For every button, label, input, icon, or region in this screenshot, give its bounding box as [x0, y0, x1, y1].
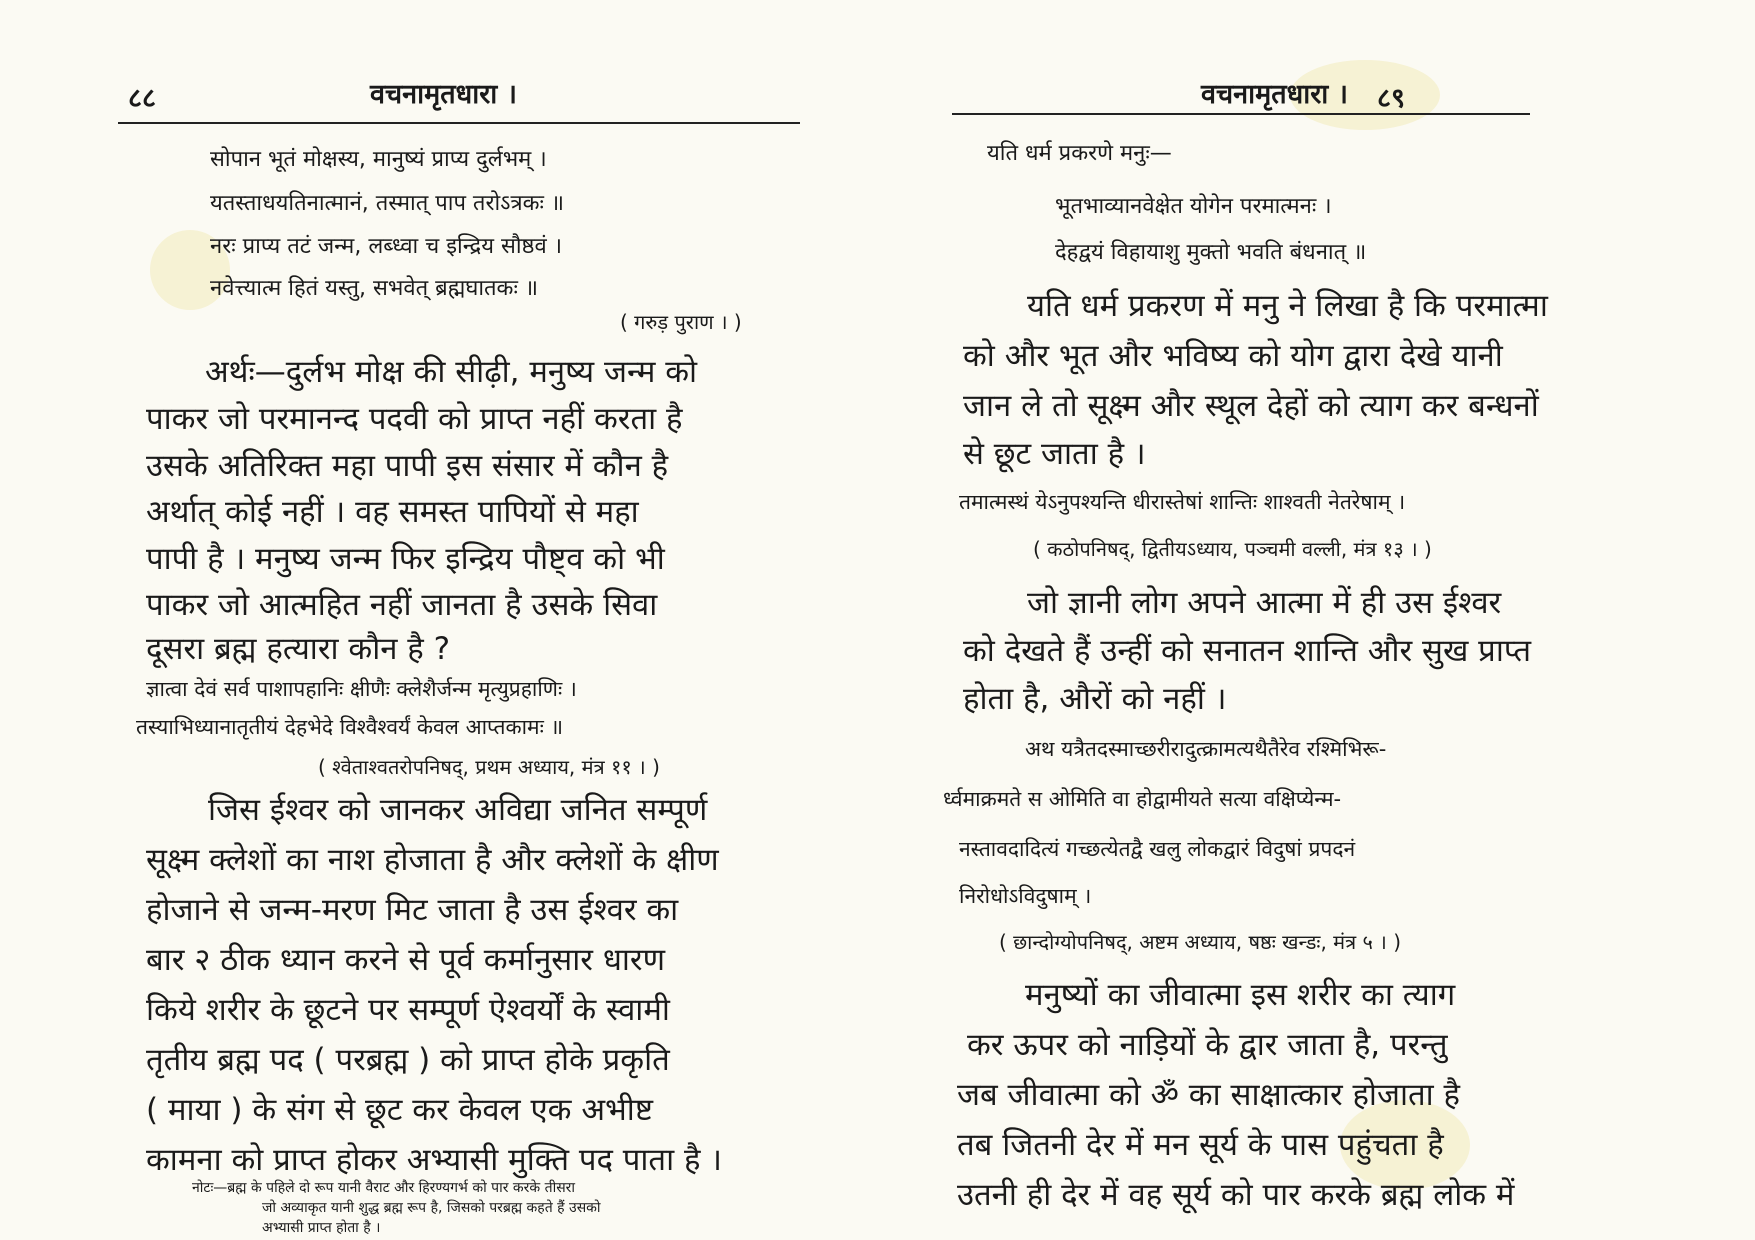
meaning-line: दूसरा ब्रह्म हत्यारा कौन है ? — [146, 631, 451, 667]
verse-line: नवेत्त्यात्म हितं यस्तु, सभवेत् ब्रह्मघातकः ॥ — [210, 276, 539, 301]
meaning-line: यति धर्म प्रकरण में मनु ने लिखा है कि परमात्मा — [1027, 288, 1548, 324]
meaning-line: को देखते हैं उन्हीं को सनातन शान्ति और सुख प्राप्त — [963, 633, 1532, 669]
meaning-line: होता है, औरों को नहीं । — [963, 681, 1227, 717]
verse-citation: ( श्वेताश्वतरोपनिषद्, प्रथम अध्याय, मंत्र ११ । ) — [318, 755, 660, 779]
meaning-line: पापी है । मनुष्य जन्म फिर इन्द्रिय पौष्ट्व को भी — [146, 541, 665, 577]
meaning-line: पाकर जो आत्महित नहीं जानता है उसके सिवा — [146, 587, 658, 623]
paragraph-line: बार २ ठीक ध्यान करने से पूर्व कर्मानुसार धारण — [146, 942, 665, 978]
verse-citation: ( कठोपनिषद्, द्वितीयऽध्याय, पञ्चमी वल्ली, मंत्र १३ । ) — [1033, 537, 1432, 561]
verse-line: ज्ञात्वा देवं सर्व पाशापहानिः क्षीणैः क्लेशैर्जन्म मृत्युप्रहाणिः । — [146, 677, 577, 701]
verse-citation: ( छान्दोग्योपनिषद्, अष्टम अध्याय, षष्ठः खन्डः, मंत्र ५ । ) — [999, 930, 1402, 954]
section-intro: यति धर्म प्रकरणे मनुः— — [987, 141, 1172, 166]
meaning-line: जो ज्ञानी लोग अपने आत्मा में ही उस ईश्वर — [1027, 585, 1502, 621]
footnote-line: जो अव्याकृत यानी शुद्ध ब्रह्म रूप है, जिसको परब्रह्म कहते हैं उसको — [262, 1200, 601, 1216]
meaning-line: पाकर जो परमानन्द पदवी को प्राप्त नहीं करता है — [146, 401, 683, 437]
meaning-line: उसके अतिरिक्त महा पापी इस संसार में कौन है — [146, 448, 669, 484]
verse-line: यतस्ताधयतिनात्मानं, तस्मात् पाप तरोऽत्रकः ॥ — [210, 191, 565, 216]
meaning-line: अर्थः—दुर्लभ मोक्ष की सीढ़ी, मनुष्य जन्म को — [205, 354, 698, 390]
footnote-line: अभ्यासी प्राप्त होता है । — [262, 1220, 381, 1236]
header-rule — [118, 122, 800, 124]
meaning-line: मनुष्यों का जीवात्मा इस शरीर का त्याग — [1025, 977, 1456, 1013]
verse-line: नरः प्राप्य तटं जन्म, लब्ध्वा च इन्द्रिय सौष्ठवं । — [210, 234, 563, 259]
verse-line: सोपान भूतं मोक्षस्य, मानुष्यं प्राप्य दुर्लभम् । — [210, 147, 547, 172]
page-number: ८८ — [128, 83, 157, 114]
paragraph-line: किये शरीर के छूटने पर सम्पूर्ण ऐश्वर्यों के स्वामी — [146, 992, 670, 1028]
meaning-line: जब जीवात्मा को ॐ का साक्षात्कार होजाता है — [957, 1077, 1461, 1113]
paragraph-line: कामना को प्राप्त होकर अभ्यासी मुक्ति पद पाता है । — [146, 1142, 723, 1178]
meaning-line: अर्थात् कोई नहीं । वह समस्त पापियों से महा — [146, 494, 639, 530]
verse-line: तमात्मस्थं येऽनुपश्यन्ति धीरास्तेषां शान्तिः शाश्वती नेतरेषाम् । — [959, 490, 1406, 514]
header-rule — [952, 113, 1530, 115]
running-title: वचनामृतधारा । — [370, 79, 517, 110]
paragraph-line: सूक्ष्म क्लेशों का नाश होजाता है और क्लेशों के क्षीण — [146, 842, 719, 878]
meaning-line: से छूट जाता है । — [963, 436, 1146, 472]
running-title: वचनामृतधारा । — [1201, 79, 1348, 110]
meaning-line: को और भूत और भविष्य को योग द्वारा देखे यानी — [963, 338, 1503, 374]
verse-line: तस्याभिध्यानातृतीयं देहभेदे विश्वैश्वर्यं केवल आप्तकामः ॥ — [136, 715, 564, 739]
verse-line: नस्तावदादित्यं गच्छत्येतद्वै खलु लोकद्वारं विदुषां प्रपदनं — [959, 837, 1356, 861]
meaning-line: तब जितनी देर में मन सूर्य के पास पहुंचता है — [957, 1127, 1444, 1163]
verse-line: देहद्वयं विहायाशु मुक्तो भवति बंधनात् ॥ — [1055, 240, 1367, 265]
verse-citation: ( गरुड़ पुराण । ) — [620, 310, 742, 334]
paragraph-line: ( माया ) के संग से छूट कर केवल एक अभीष्ट — [146, 1092, 653, 1128]
paragraph-line: तृतीय ब्रह्म पद ( परब्रह्म ) को प्राप्त होके प्रकृति — [146, 1042, 670, 1078]
footnote-line: नोटः—ब्रह्म के पहिले दो रूप यानी वैराट और हिरण्यगर्भ को पार करके तीसरा — [192, 1180, 576, 1196]
verse-line: निरोधोऽविदुषाम् । — [959, 884, 1092, 908]
meaning-line: जान ले तो सूक्ष्म और स्थूल देहों को त्याग कर बन्धनों — [963, 388, 1539, 424]
left-page — [0, 0, 877, 1240]
verse-line: भूतभाव्यानवेक्षेत योगेन परमात्मनः । — [1055, 194, 1332, 219]
verse-line: र्ध्वमाक्रमते स ओमिति वा होद्वामीयते सत्या वक्षिप्येन्म- — [943, 787, 1342, 811]
paragraph-line: जिस ईश्वर को जानकर अविद्या जनित सम्पूर्ण — [208, 792, 708, 828]
meaning-line: उतनी ही देर में वह सूर्य को पार करके ब्रह्म लोक में — [957, 1177, 1515, 1213]
meaning-line: कर ऊपर को नाड़ियों के द्वार जाता है, परन्तु — [967, 1027, 1448, 1063]
paragraph-line: होजाने से जन्म-मरण मिट जाता है उस ईश्वर का — [146, 892, 679, 928]
verse-line: अथ यत्रैतदस्माच्छरीरादुत्क्रामत्यथैतैरेव रश्मिभिरू- — [1025, 737, 1387, 761]
page-number: ८९ — [1377, 83, 1406, 114]
right-page — [877, 0, 1755, 1240]
